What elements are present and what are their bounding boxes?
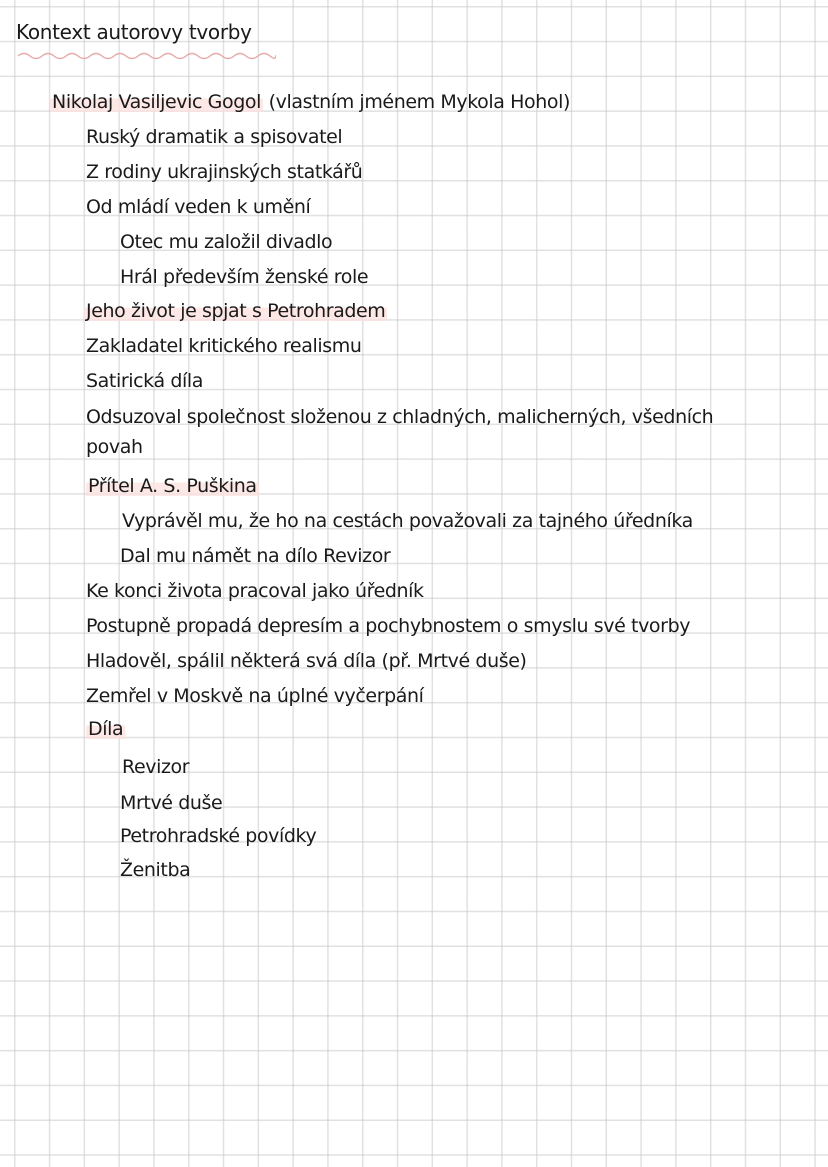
note-line-highlighted	[84, 299, 387, 323]
author-name-highlight: Nikolaj Vasiljevic Gogol	[52, 91, 261, 113]
work-item: Petrohradské povídky	[120, 825, 317, 847]
note-line: Hladověl, spálil některá svá díla (př. Mrtvé duše)	[86, 650, 527, 672]
page-title: Kontext autorovy tvorby	[16, 20, 252, 44]
work-item: Mrtvé duše	[120, 792, 223, 814]
note-line: Od mládí veden k umění	[86, 196, 311, 218]
note-line: Odsuzoval společnost složenou z chladných, malicherných, všedních	[86, 406, 714, 428]
note-line: Zemřel v Moskvě na úplné vyčerpání	[86, 685, 424, 707]
highlight: Jeho život je spjat s Petrohradem	[86, 300, 386, 322]
note-line-continuation: povah	[86, 436, 143, 458]
note-line-highlighted	[86, 717, 125, 741]
note-line: Postupně propadá depresím a pochybnostem o smyslu své tvorby	[86, 615, 691, 637]
note-line-author	[50, 90, 570, 114]
note-line: Zakladatel kritického realismu	[86, 335, 362, 357]
author-original-name: (vlastním jménem Mykola Hohol)	[263, 91, 571, 113]
note-subline: Dal mu námět na dílo Revizor	[120, 545, 391, 567]
note-subline: Hrál především ženské role	[120, 266, 369, 288]
note-line: Z rodiny ukrajinských statkářů	[86, 161, 363, 183]
note-subline: Vyprávěl mu, že ho na cestách považovali za tajného úředníka	[122, 510, 693, 532]
highlight: Přítel A. S. Puškina	[88, 475, 257, 497]
title-underline-squiggle	[18, 50, 276, 60]
note-line: Ke konci života pracoval jako úředník	[86, 580, 424, 602]
note-line-highlighted	[86, 474, 259, 498]
works-heading-highlight: Díla	[88, 718, 124, 740]
work-item: Revizor	[122, 756, 190, 778]
note-subline: Otec mu založil divadlo	[120, 231, 333, 253]
note-line: Ruský dramatik a spisovatel	[86, 126, 343, 148]
work-item: Ženitba	[120, 859, 191, 881]
note-line: Satirická díla	[86, 370, 203, 392]
